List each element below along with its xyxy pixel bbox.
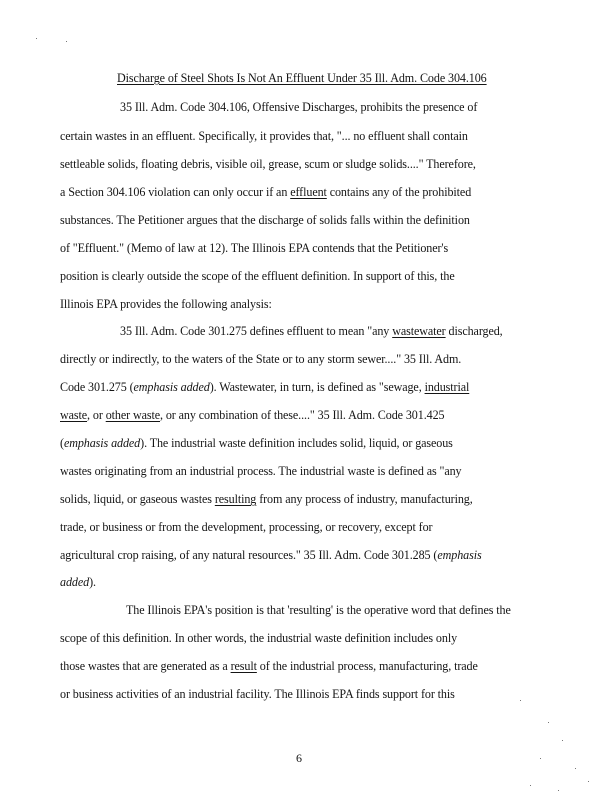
text-span: of the industrial process, manufacturing, trade — [256, 659, 478, 673]
underlined-term: result — [230, 659, 257, 673]
scan-speck — [562, 740, 563, 741]
para2-line-4 — [60, 408, 444, 422]
text-span: , or — [87, 408, 106, 422]
para1-line-2: certain wastes in an effluent. Specifically, it provides that, "... no effluent shall contain — [60, 129, 468, 143]
text-span: Code 301.275 ( — [60, 380, 134, 394]
underlined-term: industrial — [424, 380, 470, 394]
para1-line-4 — [60, 185, 471, 199]
para1-line-1: 35 Ill. Adm. Code 304.106, Offensive Discharges, prohibits the presence of — [120, 100, 478, 114]
scan-speck — [36, 38, 37, 39]
para2-line-10 — [60, 575, 96, 589]
para3-line-2: scope of this definition. In other words, the industrial waste definition includes only — [60, 631, 458, 645]
para1-line-6: of "Effluent." (Memo of law at 12). The Illinois EPA contends that the Petitioner's — [60, 241, 449, 255]
underlined-term: resulting — [214, 492, 257, 506]
para3-line-3 — [60, 659, 478, 673]
para2-line-2: directly or indirectly, to the waters of the State or to any storm sewer...." 35 Ill. Adm. — [60, 352, 462, 366]
para2-line-3 — [60, 380, 469, 394]
text-span: discharged, — [445, 324, 503, 338]
para1-line-3: settleable solids, floating debris, visible oil, grease, scum or sludge solids...." Therefore, — [60, 157, 476, 171]
scan-speck — [588, 781, 589, 782]
text-span: from any process of industry, manufacturing, — [256, 492, 473, 506]
para2-line-5 — [60, 436, 453, 450]
page-number: 6 — [296, 751, 302, 765]
text-span: contains any of the prohibited — [326, 185, 472, 199]
scan-speck — [530, 785, 531, 786]
emphasis-text: emphasis added — [133, 380, 210, 394]
scan-speck — [66, 41, 67, 42]
underlined-term: other waste — [105, 408, 161, 422]
para3-line-1: The Illinois EPA's position is that 'resulting' is the operative word that defines the — [126, 603, 511, 617]
para1-line-5: substances. The Petitioner argues that the discharge of solids falls within the definition — [60, 213, 470, 227]
text-span: ). The industrial waste definition includes solid, liquid, or gaseous — [140, 436, 453, 450]
para1-line-8: Illinois EPA provides the following analysis: — [60, 297, 272, 311]
text-span: 35 Ill. Adm. Code 301.275 defines effluent to mean "any — [120, 324, 393, 338]
para2-line-7 — [60, 492, 473, 506]
text-span: ). — [89, 575, 96, 589]
underlined-term: wastewater — [392, 324, 446, 338]
emphasis-text: added — [60, 575, 90, 589]
text-span: those wastes that are generated as a — [60, 659, 231, 673]
emphasis-text: emphasis added — [63, 436, 141, 450]
para2-line-9 — [60, 548, 482, 562]
scan-speck — [540, 758, 541, 759]
scan-speck — [520, 700, 521, 701]
section-heading: Discharge of Steel Shots Is Not An Effluent Under 35 Ill. Adm. Code 304.106 — [117, 71, 487, 85]
emphasis-text: emphasis — [437, 548, 482, 562]
scan-speck — [548, 722, 549, 723]
underlined-term: waste — [60, 408, 88, 422]
para2-line-6: wastes originating from an industrial process. The industrial waste is defined as "any — [60, 464, 462, 478]
scan-speck — [575, 768, 576, 769]
text-span: solids, liquid, or gaseous wastes — [60, 492, 215, 506]
underlined-term: effluent — [290, 185, 327, 199]
text-span: , or any combination of these...." 35 Ill. Adm. Code 301.425 — [160, 408, 445, 422]
scan-speck — [558, 790, 559, 791]
text-span: ). Wastewater, in turn, is defined as "sewage, — [209, 380, 425, 394]
para3-line-4: or business activities of an industrial facility. The Illinois EPA finds support for this — [60, 687, 455, 701]
para2-line-1 — [120, 324, 503, 338]
para1-line-7: position is clearly outside the scope of the effluent definition. In support of this, the — [60, 269, 455, 283]
text-span: a Section 304.106 violation can only occur if an — [60, 185, 291, 199]
para2-line-8: trade, or business or from the development, processing, or recovery, except for — [60, 520, 433, 534]
text-span: ( — [60, 436, 64, 450]
text-span: agricultural crop raising, of any natural resources." 35 Ill. Adm. Code 301.285 ( — [60, 548, 438, 562]
